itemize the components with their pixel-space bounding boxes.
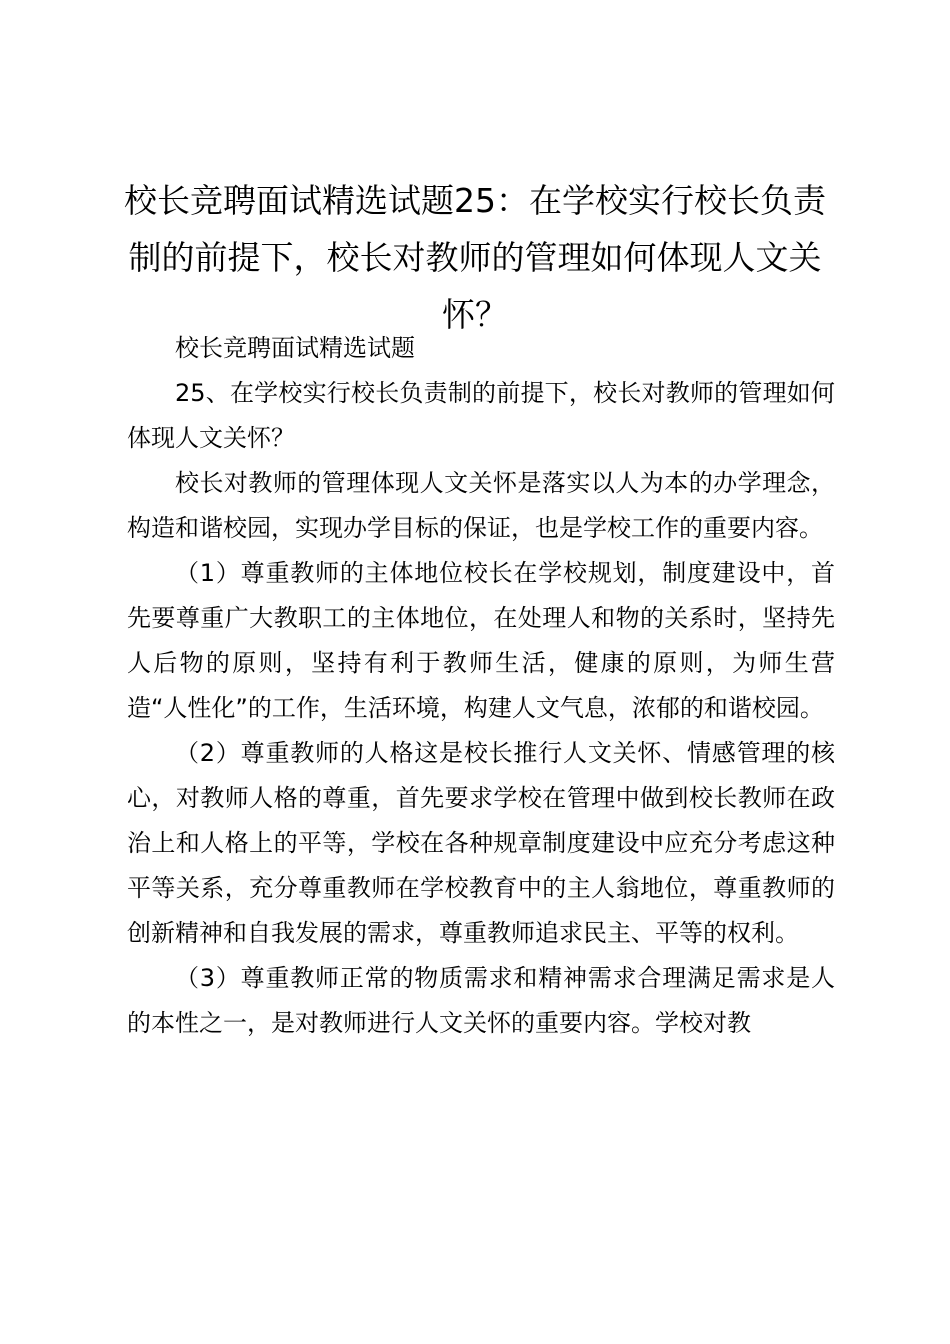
paragraph-intro: 校长对教师的管理体现人文关怀是落实以人为本的办学理念，构造和谐校园，实现办学目标的保证，也是学校工作的重要内容。: [127, 469, 835, 542]
document-body: [127, 326, 835, 1046]
paragraph-subtitle: 校长竞聘面试精选试题: [175, 334, 415, 362]
document-title: 校长竞聘面试精选试题25：在学校实行校长负责制的前提下，校长对教师的管理如何体现人文关怀？: [124, 181, 826, 334]
paragraph-point-3: （3）尊重教师正常的物质需求和精神需求合理满足需求是人的本性之一，是对教师进行人文关怀的重要内容。学校对教: [127, 964, 835, 1037]
paragraph-point-2: （2）尊重教师的人格这是校长推行人文关怀、情感管理的核心，对教师人格的尊重，首先要求学校在管理中做到校长教师在政治上和人格上的平等，学校在各种规章制度建设中应充分考虑这种平等关系，充分尊重教师在学校教育中的主人翁地位，尊重教师的创新精神和自我发展的需求，尊重教师追求民主、平等的权利。: [127, 739, 835, 947]
paragraph-question: 25、在学校实行校长负责制的前提下，校长对教师的管理如何体现人文关怀？: [127, 379, 835, 452]
paragraph-point-1: （1）尊重教师的主体地位校长在学校规划，制度建设中，首先要尊重广大教职工的主体地位，在处理人和物的关系时，坚持先人后物的原则，坚持有利于教师生活，健康的原则，为师生营造“人性化”的工作，生活环境，构建人文气息，浓郁的和谐校园。: [127, 559, 835, 722]
